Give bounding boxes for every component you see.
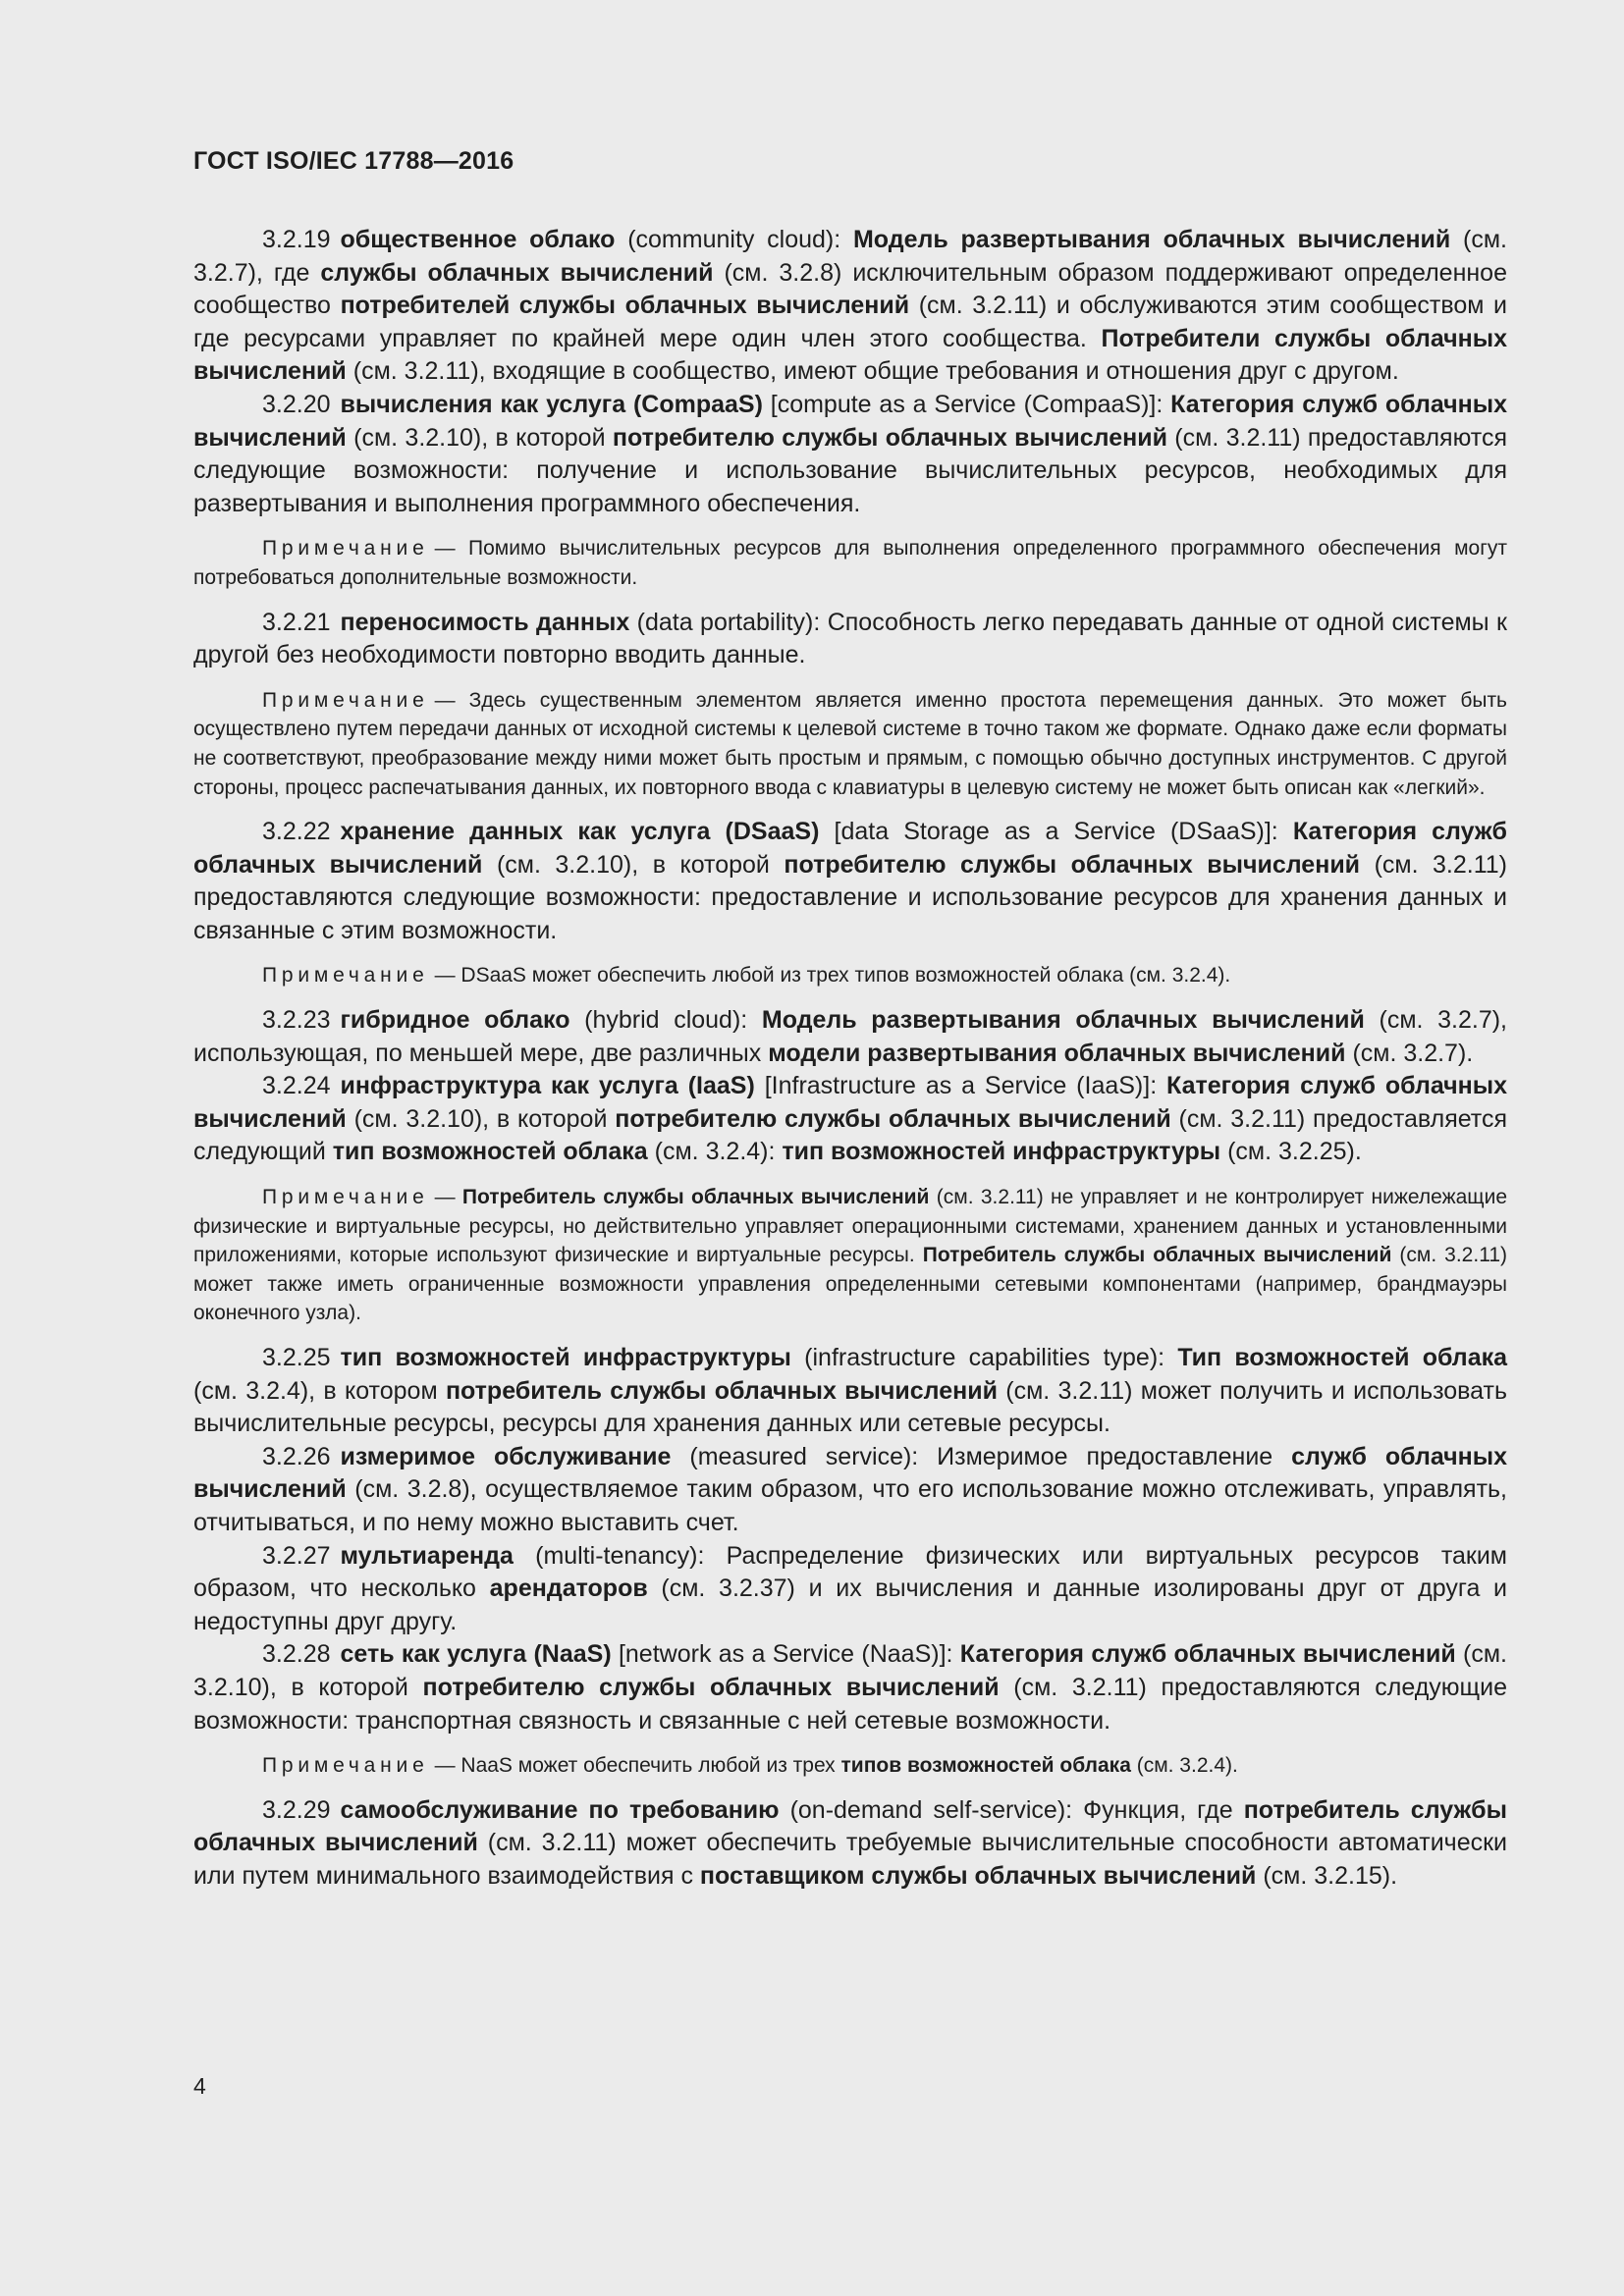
term-definition bbox=[193, 1004, 1507, 1070]
text-run: — bbox=[434, 1186, 462, 1209]
text-run: — NaaS может обеспечить любой из трех bbox=[434, 1754, 841, 1778]
bold-term: Потребитель службы облачных вычислений bbox=[461, 1186, 930, 1209]
bold-term: гибридное облако bbox=[340, 1006, 570, 1035]
text-run: (community cloud): bbox=[615, 226, 853, 253]
bold-term: потребителю службы облачных вычислений bbox=[422, 1673, 1000, 1701]
page-number: 4 bbox=[193, 2073, 206, 2099]
bold-term: переносимость данных bbox=[340, 608, 630, 636]
document-body bbox=[193, 224, 1507, 1894]
term-definition bbox=[193, 389, 1507, 520]
text-run: (см. 3.2.11) предоставляются следующие возможности: предоставление и использование ресурсов для хранения данных и связанные с этим возможности. bbox=[193, 850, 1508, 944]
bold-term: тип возможностей облака bbox=[332, 1138, 648, 1166]
text-run: (см. 3.2.7), использующая, по меньшей мере, две различных bbox=[193, 1006, 1507, 1067]
bold-term: Потребители службы облачных вычислений bbox=[193, 324, 1507, 386]
note-label: Примечание bbox=[262, 1754, 429, 1778]
bold-term: мультиаренда bbox=[340, 1541, 514, 1570]
term-number: 3.2.20 bbox=[262, 390, 331, 418]
bold-term: службы облачных вычислений bbox=[320, 258, 714, 287]
text-run: (см. 3.2.4), в котором bbox=[193, 1376, 446, 1405]
note-paragraph bbox=[193, 534, 1507, 592]
note-paragraph bbox=[193, 1183, 1507, 1328]
text-run: (см. 3.2.4). bbox=[1130, 1754, 1238, 1778]
text-run: (hybrid cloud): bbox=[569, 1006, 762, 1035]
term-definition bbox=[193, 1070, 1507, 1169]
text-run: (см. 3.2.10), в которой bbox=[346, 1104, 616, 1133]
term-number: 3.2.23 bbox=[262, 1006, 331, 1035]
text-run: (см. 3.2.11) не управляет и не контролирует нижележащие физические и виртуальные ресурсы, но действительно управляет операционными системами, хранением данных и установленными приложениями, которые используют физические и виртуальные ресурсы. bbox=[193, 1186, 1507, 1267]
bold-term: Модель развертывания облачных вычислений bbox=[852, 226, 1451, 253]
text-run: (см. 3.2.8), осуществляемое таким образом, что его использование можно отслеживать, управлять, отчитываться, и по нему можно выставить счет. bbox=[193, 1475, 1507, 1536]
term-number: 3.2.22 bbox=[262, 818, 331, 846]
text-run: (см. 3.2.4): bbox=[647, 1138, 783, 1166]
bold-term: потребителей службы облачных вычислений bbox=[340, 292, 910, 320]
term-definition bbox=[193, 607, 1507, 672]
bold-term: арендаторов bbox=[489, 1575, 648, 1603]
note-paragraph bbox=[193, 1751, 1507, 1781]
term-number: 3.2.26 bbox=[262, 1442, 331, 1470]
bold-term: Категория служб облачных вычислений bbox=[193, 1072, 1507, 1133]
bold-term: сеть как услуга (NaaS) bbox=[340, 1640, 612, 1669]
text-run: (см. 3.2.15). bbox=[1256, 1861, 1398, 1890]
bold-term: измеримое обслуживание bbox=[340, 1442, 672, 1470]
bold-term: Категория служб облачных вычислений bbox=[959, 1640, 1456, 1669]
bold-term: потребителю службы облачных вычислений bbox=[615, 1104, 1171, 1133]
term-number: 3.2.25 bbox=[262, 1344, 331, 1371]
bold-term: тип возможностей инфраструктуры bbox=[782, 1138, 1221, 1166]
bold-term: потребителю службы облачных вычислений bbox=[784, 850, 1361, 879]
term-number: 3.2.29 bbox=[262, 1795, 331, 1824]
bold-term: вычисления как услуга (CompaaS) bbox=[340, 390, 763, 418]
page-header: ГОСТ ISO/IEC 17788—2016 bbox=[193, 147, 514, 175]
bold-term: потребитель службы облачных вычислений bbox=[445, 1376, 998, 1405]
bold-term: Модель развертывания облачных вычислений bbox=[761, 1006, 1365, 1035]
bold-term: Тип возможностей облака bbox=[1177, 1344, 1508, 1371]
text-run: — DSaaS может обеспечить любой из трех типов возможностей облака (см. 3.2.4). bbox=[434, 964, 1231, 988]
term-definition bbox=[193, 816, 1507, 947]
bold-term: Категория служб облачных вычислений bbox=[193, 818, 1507, 879]
bold-term: потребителю службы облачных вычислений bbox=[612, 423, 1167, 452]
text-run: [compute as a Service (CompaaS)]: bbox=[762, 390, 1171, 418]
term-definition bbox=[193, 1794, 1507, 1894]
note-label: Примечание bbox=[262, 1186, 429, 1209]
term-definition bbox=[193, 1441, 1507, 1540]
term-definition bbox=[193, 1540, 1507, 1639]
text-run: — Здесь существенным элементом является именно простота перемещения данных. Это может быть осуществлено путем передачи данных от исходной системы к целевой системе в точно таком же формате. Однако даже если форматы не соответствуют, преобразование между ними может быть простым и прямым, с помощью обычно доступных инструментов. С другой стороны, процесс распечатывания данных, их повторного ввода с клавиатуры в целевую систему не может быть описан как «легкий». bbox=[193, 688, 1507, 799]
text-run: (infrastructure capabilities type): bbox=[790, 1344, 1178, 1371]
text-run: [data Storage as a Service (DSaaS)]: bbox=[819, 818, 1293, 846]
text-run: (см. 3.2.11) предоставляется следующий bbox=[193, 1104, 1508, 1166]
term-definition bbox=[193, 224, 1507, 389]
term-number: 3.2.21 bbox=[262, 608, 331, 636]
bold-term: потребитель службы облачных вычислений bbox=[193, 1795, 1507, 1857]
text-run: (см. 3.2.10), в которой bbox=[193, 1640, 1507, 1701]
text-run: [network as a Service (NaaS)]: bbox=[611, 1640, 960, 1669]
note-paragraph bbox=[193, 961, 1507, 990]
term-definition bbox=[193, 1342, 1507, 1441]
text-run: (data portability): Способность легко передавать данные от одной системы к другой без необходимости повторно вводить данные. bbox=[193, 608, 1507, 669]
bold-term: самообслуживание по требованию bbox=[340, 1795, 780, 1824]
text-run: [Infrastructure as a Service (IaaS)]: bbox=[754, 1072, 1167, 1100]
term-number: 3.2.27 bbox=[262, 1541, 331, 1570]
bold-term: модели развертывания облачных вычислений bbox=[768, 1039, 1346, 1067]
text-run: (см. 3.2.11) может получить и использовать вычислительные ресурсы, ресурсы для хранения данных или сетевые ресурсы. bbox=[193, 1376, 1508, 1438]
text-run: (multi-tenancy): Распределение физических или виртуальных ресурсов таким образом, что несколько bbox=[193, 1541, 1507, 1603]
text-run: (см. 3.2.7), где bbox=[193, 226, 1508, 287]
note-label: Примечание bbox=[262, 964, 429, 988]
text-run: (см. 3.2.7). bbox=[1345, 1039, 1474, 1067]
text-run: (см. 3.2.11), входящие в сообщество, имеют общие требования и отношения друг с другом. bbox=[346, 357, 1399, 386]
note-paragraph bbox=[193, 686, 1507, 802]
text-run: (см. 3.2.10), в которой bbox=[346, 423, 613, 452]
text-run: (см. 3.2.11) предоставляются следующие возможности: получение и использование вычислительных ресурсов, необходимых для развертывания и выполнения программного обеспечения. bbox=[193, 423, 1507, 517]
text-run: (см. 3.2.10), в которой bbox=[482, 850, 785, 879]
text-run: (см. 3.2.37) и их вычисления и данные изолированы друг от друга и недоступны друг другу. bbox=[193, 1575, 1508, 1635]
note-label: Примечание bbox=[262, 537, 429, 561]
bold-term: Категория служб облачных вычислений bbox=[193, 390, 1508, 452]
term-number: 3.2.19 bbox=[262, 226, 331, 253]
text-run: (см. 3.2.11) и обслуживаются этим сообществом и где ресурсами управляет по крайней мере один член этого сообщества. bbox=[193, 292, 1507, 352]
bold-term: тип возможностей инфраструктуры bbox=[340, 1344, 791, 1371]
term-number: 3.2.24 bbox=[262, 1072, 331, 1100]
bold-term: типов возможностей облака bbox=[840, 1754, 1131, 1778]
text-run: — Помимо вычислительных ресурсов для выполнения определенного программного обеспечения могут потребоваться дополнительные возможности. bbox=[193, 537, 1507, 589]
bold-term: инфраструктура как услуга (IaaS) bbox=[340, 1072, 755, 1100]
text-run: (см. 3.2.11) предоставляются следующие возможности: транспортная связность и связанные с ней сетевые возможности. bbox=[193, 1673, 1507, 1735]
term-definition bbox=[193, 1638, 1507, 1737]
text-run: (см. 3.2.8) исключительным образом поддерживают определенное сообщество bbox=[193, 258, 1507, 320]
bold-term: Потребитель службы облачных вычислений bbox=[922, 1244, 1392, 1267]
text-run: (см. 3.2.11) может обеспечить требуемые вычислительные способности автоматически или путем минимального взаимодействия с bbox=[193, 1829, 1507, 1890]
bold-term: хранение данных как услуга (DSaaS) bbox=[340, 818, 820, 846]
term-number: 3.2.28 bbox=[262, 1640, 331, 1669]
text-run: (см. 3.2.11) может также иметь ограниченные возможности управления определенными сетевыми компонентами (например, брандмауэры оконечного узла). bbox=[193, 1244, 1507, 1325]
bold-term: общественное облако bbox=[340, 226, 616, 253]
bold-term: служб облачных вычислений bbox=[193, 1442, 1507, 1504]
text-run: (measured service): Измеримое предоставление bbox=[671, 1442, 1292, 1470]
note-label: Примечание bbox=[262, 688, 429, 712]
text-run: (on-demand self-service): Функция, где bbox=[779, 1795, 1244, 1824]
bold-term: поставщиком службы облачных вычислений bbox=[699, 1861, 1257, 1890]
text-run: (см. 3.2.25). bbox=[1220, 1138, 1362, 1166]
